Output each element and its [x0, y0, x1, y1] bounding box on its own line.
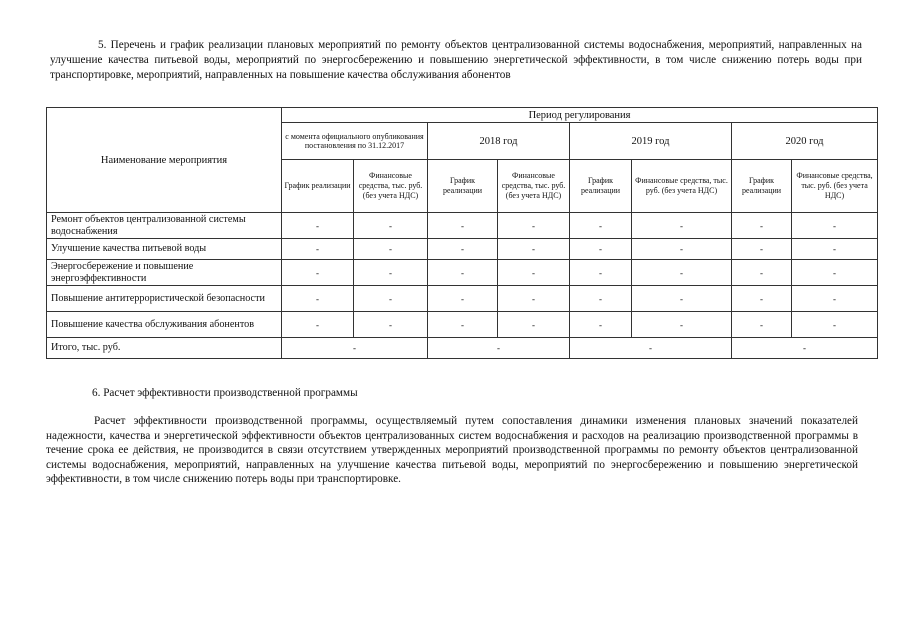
- period-group-header: 2020 год: [732, 123, 878, 160]
- table-cell: -: [498, 312, 570, 338]
- table-cell: -: [632, 260, 732, 286]
- sub-header: График реализации: [570, 160, 632, 213]
- table-cell: -: [282, 213, 354, 239]
- period-group-header: 2019 год: [570, 123, 732, 160]
- row-event-name: Повышение качества обслуживания абонентов: [47, 312, 282, 338]
- table-cell: -: [570, 312, 632, 338]
- table-total-row: [47, 338, 878, 359]
- period-group-header: 2018 год: [428, 123, 570, 160]
- table-cell: -: [732, 286, 792, 312]
- table-cell: -: [632, 312, 732, 338]
- total-cell: -: [282, 338, 428, 359]
- sub-header: График реализации: [732, 160, 792, 213]
- table-cell: -: [354, 239, 428, 260]
- table-cell: -: [792, 213, 878, 239]
- table-cell: -: [354, 286, 428, 312]
- table-row: [47, 312, 878, 338]
- sub-header: Финансовые средства, тыс. руб. (без учета НДС): [354, 160, 428, 213]
- table-cell: -: [428, 239, 498, 260]
- total-label: Итого, тыс. руб.: [47, 338, 282, 359]
- sub-header: Финансовые средства, тыс. руб. (без учета НДС): [498, 160, 570, 213]
- table-cell: -: [354, 213, 428, 239]
- section-6-paragraph: Расчет эффективности производственной программы, осуществляемый путем сопоставления динамики изменения плановых значений показателей надежности, качества и энергетической эффективности объектов централизованных систем водоснабжения и расходов на реализацию производственной программы в течение срока ее действия, не производится в связи отсутствием утвержденных мероприятий производственной программы по ремонту объектов централизованной системы водоснабжения, мероприятий, направленных на улучшение качества питьевой воды, мероприятий по энергосбережению и повышению энергетической эффективности, в том числе снижению потерь воды при транспортировке.: [46, 415, 858, 485]
- table-cell: -: [428, 312, 498, 338]
- sub-header: График реализации: [428, 160, 498, 213]
- table-cell: -: [570, 239, 632, 260]
- table-cell: -: [732, 239, 792, 260]
- table-cell: -: [570, 286, 632, 312]
- table-cell: -: [498, 260, 570, 286]
- table-cell: -: [570, 213, 632, 239]
- row-event-name: Энергосбережение и повышение энергоэффективности: [47, 260, 282, 286]
- table-cell: -: [282, 239, 354, 260]
- section-6-heading: 6. Расчет эффективности производственной программы: [92, 387, 358, 399]
- total-cell: -: [428, 338, 570, 359]
- table-cell: -: [792, 312, 878, 338]
- table-cell: -: [732, 213, 792, 239]
- table-cell: -: [632, 213, 732, 239]
- row-event-name: Повышение антитеррористической безопасности: [47, 286, 282, 312]
- table-cell: -: [792, 260, 878, 286]
- table-cell: -: [792, 286, 878, 312]
- table-cell: -: [792, 239, 878, 260]
- table-cell: -: [428, 286, 498, 312]
- period-group-header: с момента официального опубликования постановления по 31.12.2017: [282, 123, 428, 160]
- table-cell: -: [498, 213, 570, 239]
- table-row: [47, 213, 878, 239]
- table-cell: -: [282, 312, 354, 338]
- total-cell: -: [570, 338, 732, 359]
- table-row: [47, 260, 878, 286]
- table-row: [47, 286, 878, 312]
- col-header-period: Период регулирования: [282, 108, 878, 123]
- table-header-row-1: [47, 108, 878, 123]
- table-cell: -: [428, 260, 498, 286]
- table-cell: -: [354, 312, 428, 338]
- table-cell: -: [428, 213, 498, 239]
- section-5-heading: 5. Перечень и график реализации плановых мероприятий по ремонту объектов централизованной системы водоснабжения, мероприятий, направленных на улучшение качества питьевой воды, мероприятий по энергосбережению и повышению энергетической эффективности, в том числе снижению потерь воды при транспортировке, мероприятий, направленных на повышение качества обслуживания абонентов: [50, 39, 862, 81]
- sub-header: График реализации: [282, 160, 354, 213]
- table-row: [47, 239, 878, 260]
- sub-header: Финансовые средства, тыс. руб. (без учета НДС): [792, 160, 878, 213]
- row-event-name: Улучшение качества питьевой воды: [47, 239, 282, 260]
- table-cell: -: [498, 239, 570, 260]
- table-cell: -: [282, 286, 354, 312]
- table-cell: -: [570, 260, 632, 286]
- col-header-event-name: Наименование мероприятия: [47, 108, 282, 213]
- table-cell: -: [732, 260, 792, 286]
- table-cell: -: [632, 239, 732, 260]
- table-cell: -: [282, 260, 354, 286]
- events-schedule-table: [46, 107, 878, 359]
- row-event-name: Ремонт объектов централизованной системы водоснабжения: [47, 213, 282, 239]
- sub-header: Финансовые средства, тыс. руб. (без учета НДС): [632, 160, 732, 213]
- table-cell: -: [354, 260, 428, 286]
- total-cell: -: [732, 338, 878, 359]
- table-cell: -: [732, 312, 792, 338]
- table-cell: -: [498, 286, 570, 312]
- table-cell: -: [632, 286, 732, 312]
